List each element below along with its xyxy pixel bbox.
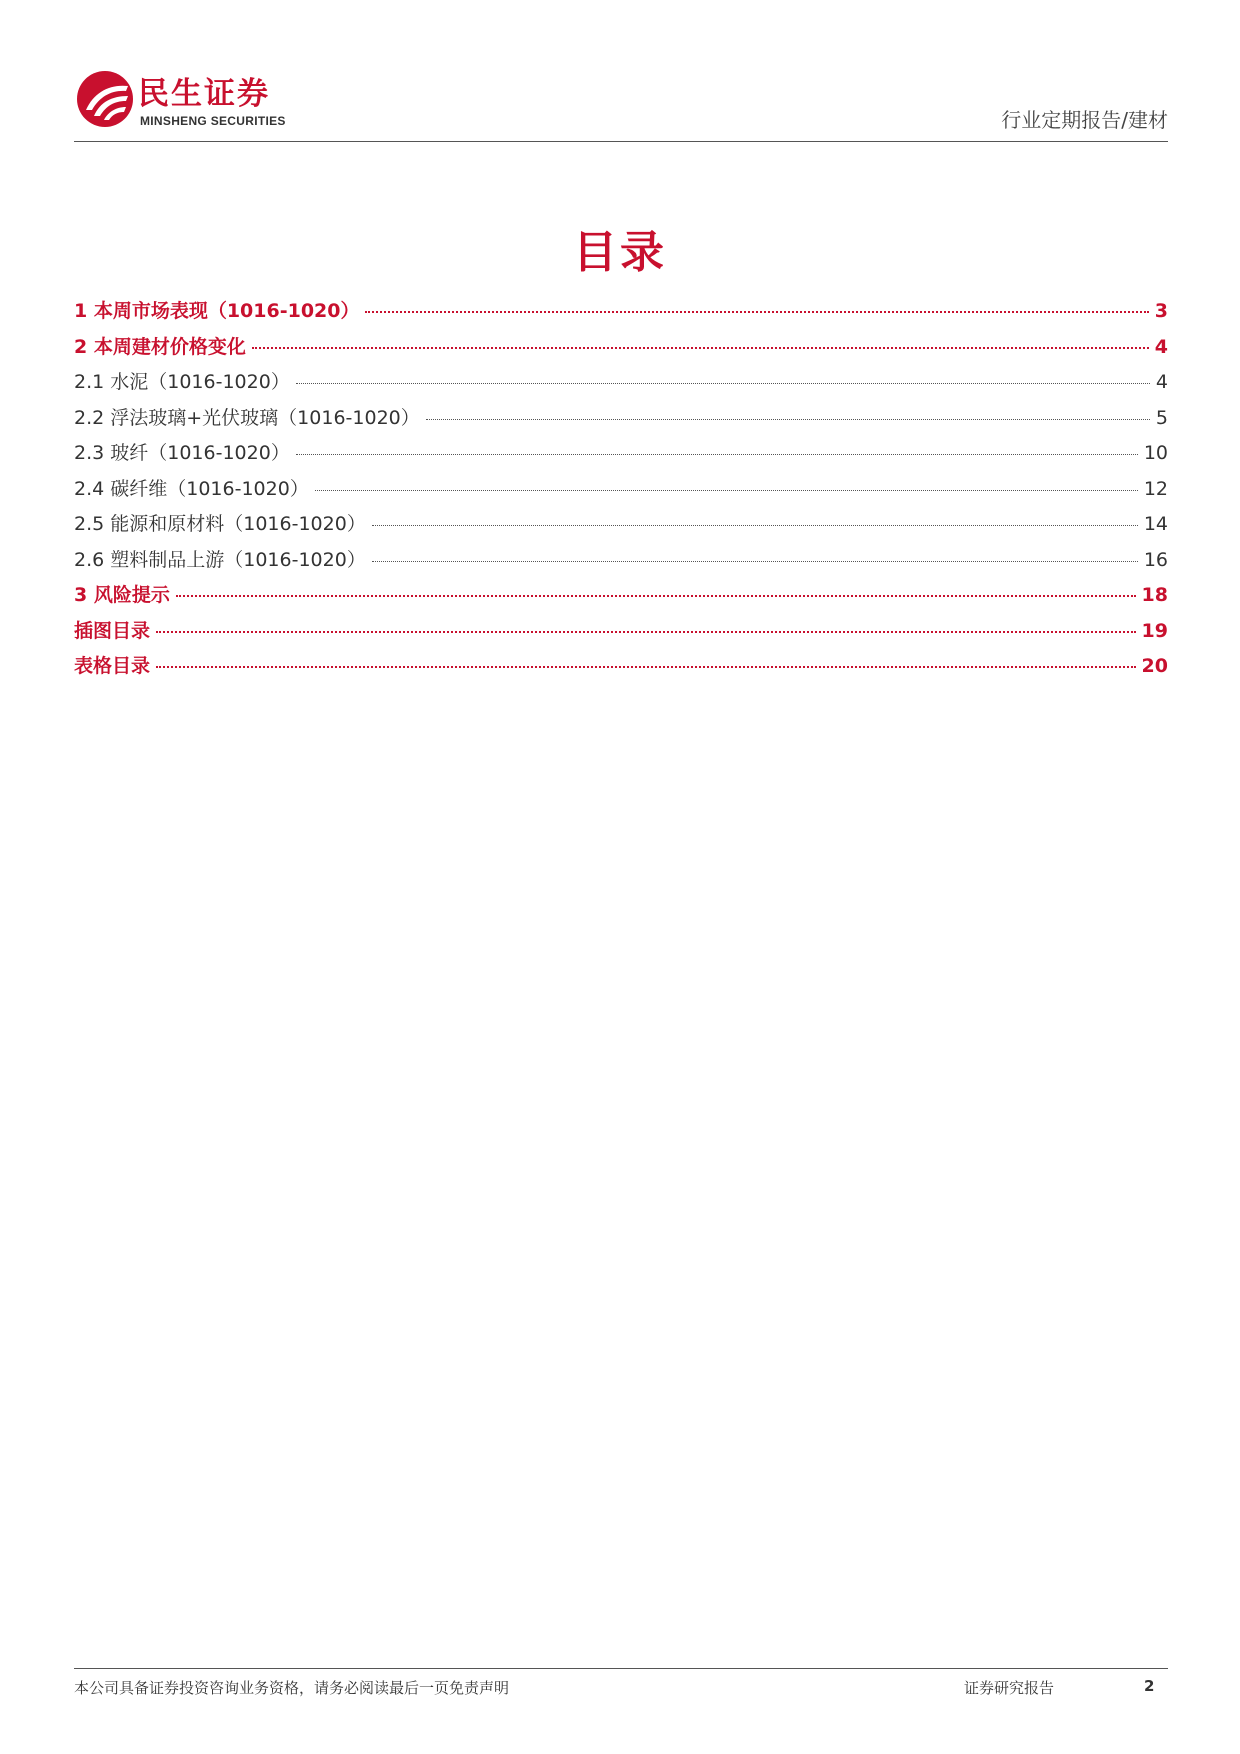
toc-entry[interactable]: [74, 367, 1168, 403]
toc-entry-label: 表格目录: [74, 655, 151, 677]
toc-entry-label: 2.1 水泥（1016-1020）: [74, 371, 290, 393]
toc-entry-page: 3: [1154, 300, 1168, 322]
page-number: 2: [1144, 1677, 1155, 1695]
table-of-contents: [74, 296, 1168, 687]
toc-entry-label: 2.3 玻纤（1016-1020）: [74, 442, 290, 464]
page-header: [74, 66, 1168, 142]
toc-entry-label: 2 本周建材价格变化: [74, 335, 246, 358]
toc-entry-label: 2.5 能源和原材料（1016-1020）: [74, 513, 366, 535]
report-type: 行业定期报告/建材: [1001, 108, 1168, 132]
toc-entry[interactable]: [74, 651, 1168, 687]
toc-entry[interactable]: [74, 580, 1168, 616]
toc-entry-label: 2.6 塑料制品上游（1016-1020）: [74, 548, 366, 571]
brand-name-cn: 民生证券: [138, 76, 270, 112]
toc-leader-dots: [156, 666, 1136, 668]
footer-report-label: 证券研究报告: [964, 1679, 1055, 1697]
toc-entry-page: 4: [1154, 335, 1168, 358]
toc-entry-page: 12: [1143, 477, 1168, 500]
toc-entry-label: 3 风险提示: [74, 584, 170, 606]
toc-title: 目录: [573, 227, 667, 278]
toc-entry[interactable]: [74, 474, 1168, 510]
toc-entry[interactable]: [74, 509, 1168, 545]
company-logo: [74, 66, 314, 134]
toc-entry[interactable]: [74, 616, 1168, 652]
toc-entry-label: 插图目录: [74, 619, 151, 642]
toc-leader-dots: [315, 490, 1138, 491]
footer-divider: [74, 1668, 1168, 1669]
toc-entry[interactable]: [74, 403, 1168, 439]
toc-leader-dots: [252, 347, 1149, 349]
toc-entry-page: 18: [1141, 584, 1168, 606]
toc-entry[interactable]: [74, 545, 1168, 581]
minsheng-logo-icon: [76, 70, 134, 128]
toc-entry-page: 5: [1155, 406, 1168, 429]
footer-disclaimer: 本公司具备证券投资咨询业务资格，请务必阅读最后一页免责声明: [74, 1679, 510, 1697]
toc-entry-page: 14: [1143, 513, 1168, 535]
toc-leader-dots: [296, 383, 1150, 384]
toc-leader-dots: [372, 525, 1138, 526]
toc-leader-dots: [365, 311, 1148, 313]
toc-entry[interactable]: [74, 438, 1168, 474]
toc-leader-dots: [296, 454, 1138, 455]
toc-entry-page: 4: [1155, 371, 1168, 393]
toc-leader-dots: [426, 419, 1150, 420]
toc-entry-label: 1 本周市场表现（1016-1020）: [74, 300, 360, 322]
toc-entry-page: 19: [1141, 619, 1168, 642]
toc-entry[interactable]: [74, 296, 1168, 332]
toc-entry-label: 2.4 碳纤维（1016-1020）: [74, 477, 309, 500]
toc-entry[interactable]: [74, 332, 1168, 368]
toc-entry-page: 16: [1143, 548, 1168, 571]
toc-entry-page: 10: [1143, 442, 1168, 464]
toc-leader-dots: [176, 595, 1136, 597]
toc-leader-dots: [156, 631, 1136, 633]
brand-name-en: MINSHENG SECURITIES: [140, 114, 286, 128]
toc-entry-page: 20: [1141, 655, 1168, 677]
toc-entry-label: 2.2 浮法玻璃+光伏玻璃（1016-1020）: [74, 406, 420, 429]
header-divider: [74, 141, 1168, 142]
toc-leader-dots: [372, 561, 1138, 562]
